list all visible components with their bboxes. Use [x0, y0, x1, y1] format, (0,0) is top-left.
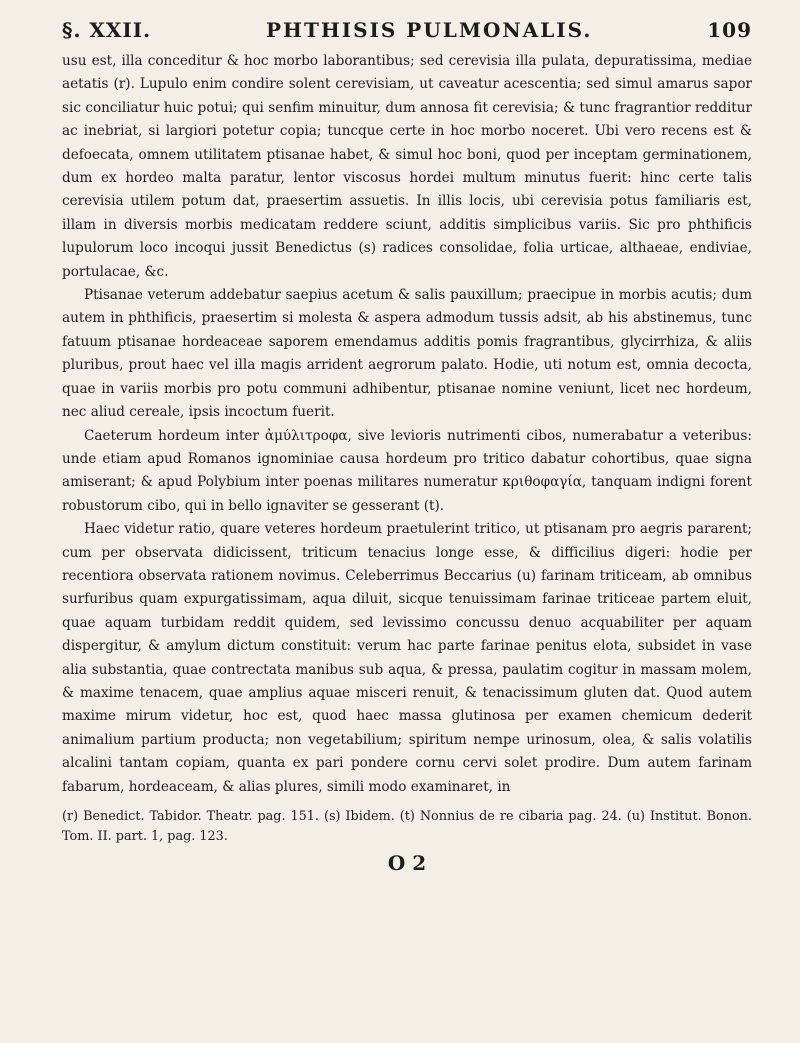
- footnote-text: (r) Benedict. Tabidor. Theatr. pag. 151. (s) Ibidem. (t) Nonnius de re cibaria pag. 24. (u) Institut. Bonon. Tom. II. part. 1, pag. 123.: [62, 809, 752, 844]
- running-title: PHTHISIS PULMONALIS.: [266, 18, 593, 42]
- paragraph: usu est, illa conceditur & hoc morbo laborantibus; sed cerevisia illa pulata, depuratissima, mediae aetatis (r). Lupulo enim condire solent cerevisiam, ut caveatur acescentia; sed simul amarus sapor sic conciliatur huic potui; qui senfim minuitur, dum annosa fit cerevisia; & tunc fragrantior redditur ac inebriat, si largiori potetur copia; tuncque certe in hoc morbo noceret. Ubi vero recens est & defoecata, omnem utilitatem ptisanae habet, & simul hoc boni, quod per inceptam germinationem, dum ex hordeo malta paratur, lentor viscosus hordei multum minutus fuerit: hinc certe talis cerevisia utilem potum dat, praesertim assuetis. In illis locis, ubi cerevisia potus familiaris est, illam in diversis morbis medicatam reddere sciunt, additis simplicibus variis. Sic pro phthificis lupulorum loco incoqui jussit Benedictus (s) radices consolidae, folia urticae, althaeae, endiviae, portulacae, &c.: [62, 53, 752, 280]
- paragraph: Haec videtur ratio, quare veteres hordeum praetulerint tritico, ut ptisanam pro aegris pararent; cum per observata didicissent, triticum tenacius longe esse, & difficilius digeri: hodie per recentiora observata rationem novimus. Celeberrimus Beccarius (u) farinam triticeam, ab omnibus surfuribus quam expurgatissimam, aqua diluit, sicque tenuissimam farinae triticeae partem eluit, quae aquam turbidam reddit quidem, sed levissimo concussu denuo acquabiliter per aquam dispergitur, & amylum dictum constituit: verum hac parte farinae penitus elota, subsidet in vase alia substantia, quae contrectata manibus sub aqua, & pressa, paulatim cogitur in massam molem, & maxime tenacem, quae amplius aquae misceri renuit, & tenacissimum gluten dat. Quod autem maxime mirum videtur, hoc est, quod haec massa glutinosa per examen chemicum dederit animalium partium producta; non vegetabilium; spiritum nempe urinosum, olea, & salis volatilis alcalini tantam copiam, quanta ex pari pondere cornu cervi solet prodire. Dum autem farinam fabarum, hordeaceam, & alias plures, simili modo examinaret, in: [62, 521, 752, 795]
- signature-mark: O 2: [387, 851, 427, 875]
- paragraph: Caeterum hordeum inter ἀμύλιτροφα, sive levioris nutrimenti cibos, numerabatur a veteribus: unde etiam apud Romanos ignominiae causa hordeum pro tritico dabatur cohortibus, quae signa amiserant; & apud Polybium inter poenas militares numeratur κριθοφαγία, tanquam indigni forent robustorum cibo, qui in bello ignaviter se gesserant (t).: [62, 427, 752, 514]
- page-number: 109: [707, 18, 752, 42]
- page-header: [62, 18, 752, 42]
- section-number: §. XXII.: [62, 18, 152, 42]
- main-text: [62, 50, 752, 799]
- paragraph: Ptisanae veterum addebatur saepius acetum & salis pauxillum; praecipue in morbis acutis; dum autem in phthificis, praesertim si molesta & aspera admodum tussis adsit, ab his abstinemus, tunc fatuum ptisanae hordeaceae saporem emendamus additis pomis fragrantibus, glycirrhiza, & aliis pluribus, prout haec vel illa magis arrident aegrorum palato. Hodie, uti notum est, omnia decocta, quae in variis morbis pro potu communi adhibentur, ptisanae nomine veniunt, licet nec hordeum, nec aliud cereale, ipsis incoctum fuerit.: [62, 287, 752, 421]
- footnotes: [62, 807, 752, 847]
